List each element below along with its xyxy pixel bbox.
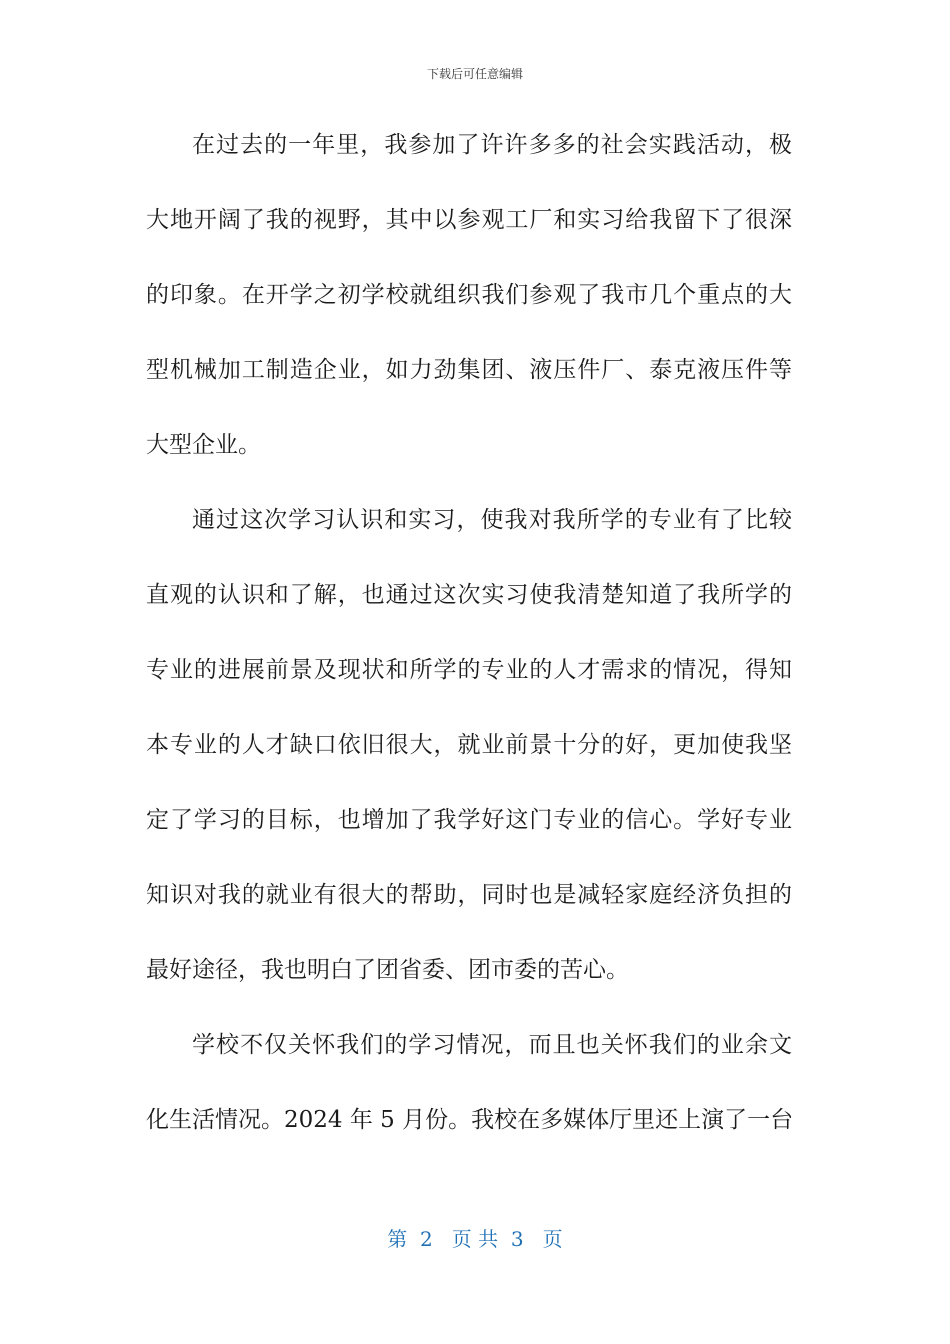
paragraph-2 xyxy=(146,483,792,1008)
paragraph-line: 的印象。在开学之初学校就组织我们参观了我市几个重点的大 xyxy=(146,282,792,308)
paragraph-line: 大型企业。 xyxy=(146,432,261,458)
paragraph-line: 型机械加工制造企业，如力劲集团、液压件厂、泰克液压件等 xyxy=(146,357,792,383)
page-header: 下载后可任意编辑 xyxy=(426,67,523,81)
page-footer: 第 2 页 共 3 页 xyxy=(387,1227,563,1251)
paragraph-line: 专业的进展前景及现状和所学的专业的人才需求的情况，得知 xyxy=(146,657,792,683)
paragraph-3 xyxy=(146,1008,792,1158)
paragraph-line: 本专业的人才缺口依旧很大，就业前景十分的好，更加使我坚 xyxy=(146,732,792,758)
paragraph-line: 在过去的一年里，我参加了许许多多的社会实践活动，极 xyxy=(192,132,792,158)
paragraph-line: 化生活情况。2024 年 5 月份。我校在多媒体厅里还上演了一台 xyxy=(146,1107,794,1133)
paragraph-line: 大地开阔了我的视野，其中以参观工厂和实习给我留下了很深 xyxy=(146,207,792,233)
paragraph-1 xyxy=(146,108,792,483)
paragraph-line: 直观的认识和了解，也通过这次实习使我清楚知道了我所学的 xyxy=(146,582,792,608)
paragraph-line: 学校不仅关怀我们的学习情况，而且也关怀我们的业余文 xyxy=(192,1032,792,1058)
paragraph-line: 最好途径，我也明白了团省委、团市委的苦心。 xyxy=(146,957,629,983)
paragraph-line: 定了学习的目标，也增加了我学好这门专业的信心。学好专业 xyxy=(146,807,792,833)
paragraph-line: 通过这次学习认识和实习，使我对我所学的专业有了比较 xyxy=(192,507,792,533)
document-body xyxy=(146,108,792,1158)
paragraph-line: 知识对我的就业有很大的帮助，同时也是减轻家庭经济负担的 xyxy=(146,882,792,908)
